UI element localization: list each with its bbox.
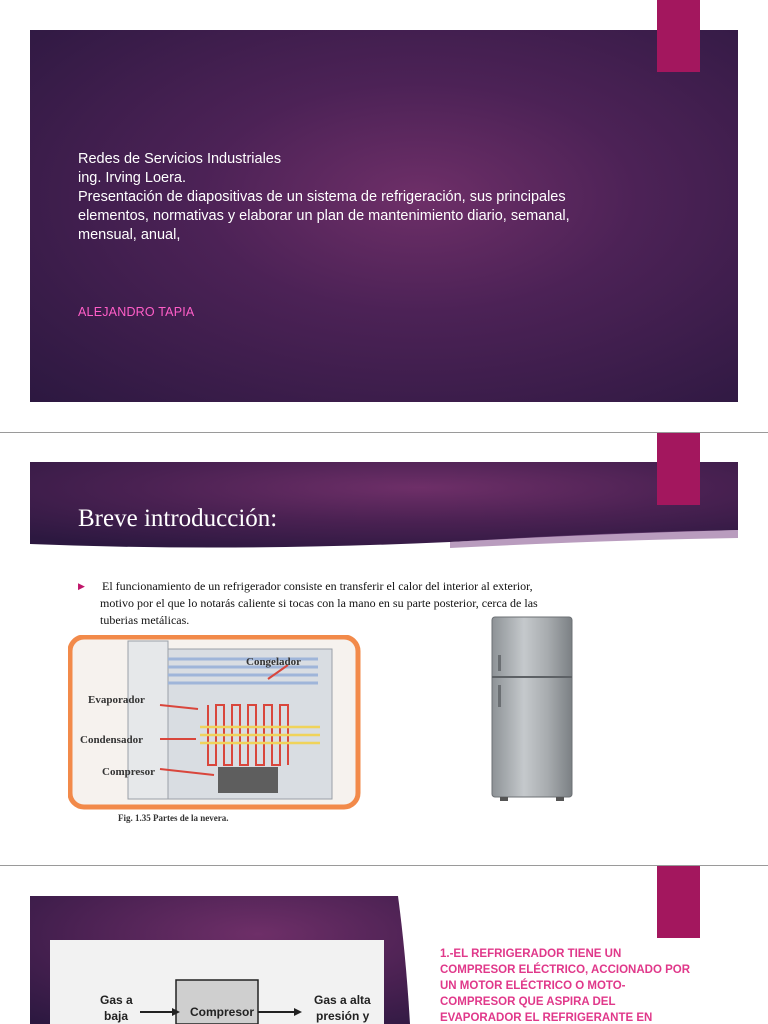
bullet-line-2: motivo por el que lo notarás caliente si tocas con la mano en su parte posterior, cerca de las [100, 596, 538, 610]
bullet-line-3: tuberias metálicas. [100, 613, 190, 627]
figure-caption: Fig. 1.35 Partes de la nevera. [118, 813, 229, 823]
label-condensador: Condensador [80, 734, 143, 746]
accent-tab [657, 866, 700, 938]
right-label-line-2: presión y [316, 1009, 370, 1023]
compressor-label: Compresor [190, 1005, 255, 1019]
slide-1 [0, 0, 768, 431]
presentation-title: Redes de Servicios Industriales ing. Irving Loera. Presentación de diapositivas de un sistema de refrigeración, sus principales elementos, normativas y elaborar un plan de mantenimiento diario, semanal, mensual, anual, [78, 151, 570, 243]
bullet-arrow-icon: ▶ [78, 581, 85, 591]
compressor-diagram [50, 940, 384, 1024]
fridge-parts-figure [68, 635, 364, 831]
label-congelador: Congelador [246, 656, 301, 668]
explanation-line-2: COMPRESOR ELÉCTRICO, ACCIONADO POR [440, 964, 691, 976]
label-compresor: Compresor [102, 766, 155, 778]
slide-heading: Breve introducción: [78, 505, 278, 532]
slide-2 [0, 433, 768, 865]
accent-tab [657, 0, 700, 72]
bullet-line-1: El funcionamiento de un refrigerador consiste en transferir el calor del interior al exterior, [102, 579, 533, 593]
right-label-line-1: Gas a alta [314, 993, 371, 1007]
accent-tab [657, 433, 700, 505]
explanation-line-5: EVAPORADOR EL REFRIGERANTE EN [440, 1012, 653, 1024]
slide-3 [0, 866, 768, 1024]
explanation-line-1: 1.-EL REFRIGERADOR TIENE UN [440, 948, 622, 960]
left-label-line-1: Gas a [100, 993, 133, 1007]
author-name: ALEJANDRO TAPIA [78, 305, 195, 319]
label-evaporador: Evaporador [88, 694, 145, 706]
left-label-line-2: baja [104, 1009, 129, 1023]
explanation-line-4: COMPRESOR QUE ASPIRA DEL [440, 996, 616, 1008]
explanation-line-3: UN MOTOR ELÉCTRICO O MOTO- [440, 980, 626, 992]
fridge-photo [490, 615, 574, 803]
